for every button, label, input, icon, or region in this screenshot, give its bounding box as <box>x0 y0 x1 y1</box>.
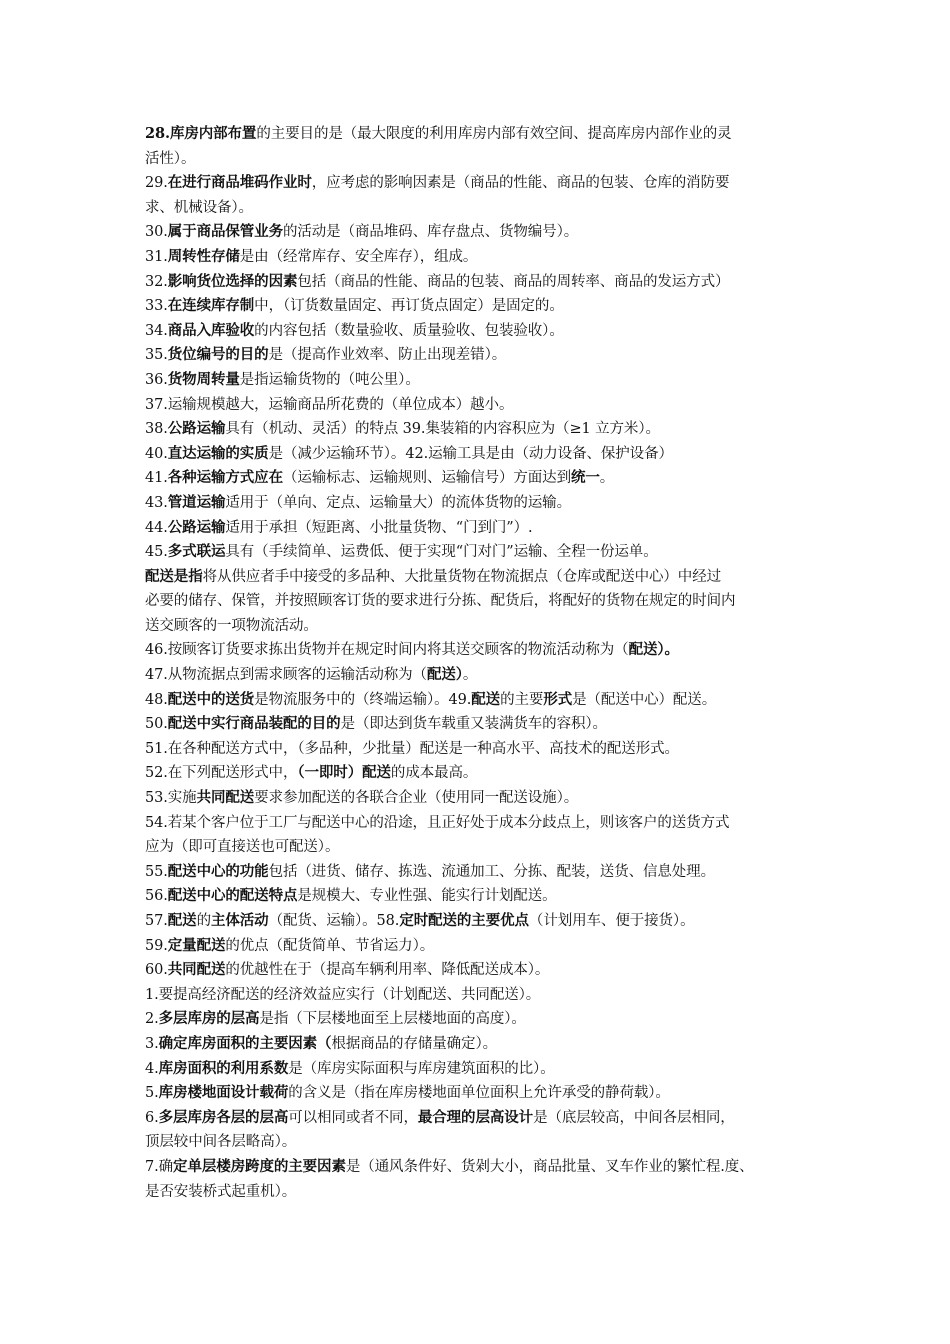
bold-text: 配送中的送货 <box>167 690 255 708</box>
text: 41. <box>145 470 168 487</box>
text: 36. <box>145 371 168 388</box>
text-line <box>145 442 820 467</box>
text: 的优越性在于（提高车辆利用率、降低配送成本）。 <box>225 962 550 979</box>
text-line <box>145 884 820 909</box>
text: 是（提高作业效率、防止出现差错）。 <box>268 347 507 364</box>
text-line <box>145 516 820 541</box>
text: 50. <box>145 716 168 733</box>
text: 40. <box>145 445 168 462</box>
text: 31. <box>145 248 168 265</box>
bold-text: 管道运输 <box>167 493 226 511</box>
bold-text: 配送 <box>471 690 501 708</box>
text-line <box>145 147 820 172</box>
text-line <box>145 1057 820 1082</box>
text: 包括（商品的性能、商品的包装、商品的周转率、商品的发运方式） <box>297 273 730 290</box>
bold-text: 配送）。 <box>628 641 679 659</box>
text-line <box>145 491 820 516</box>
text: 的 <box>196 913 211 929</box>
text: 54.若某个客户位于工厂与配送中心的沿途，且正好处于成本分歧点上，则该客户的送货方式 <box>145 814 730 831</box>
text-line <box>145 638 820 663</box>
text: 是（配送中心）配送。 <box>572 691 717 708</box>
text: 2. <box>145 1011 159 1028</box>
text-line <box>145 343 820 368</box>
text: 3. <box>145 1035 159 1052</box>
text: 中，（订货数量固定、再订货点固定）是固定的。 <box>254 298 564 315</box>
text-line <box>145 1032 820 1057</box>
text-line <box>145 294 820 319</box>
bold-text: 多层库房的层高 <box>158 1010 260 1028</box>
bold-text: 配送） <box>426 666 463 684</box>
text-line <box>145 589 820 614</box>
text: 必要的储存、保管，并按照顾客订货的要求进行分拣、配货后，将配好的货物在规定的时间内 <box>145 593 736 610</box>
text-line <box>145 393 820 418</box>
text: （配货、运输）。58. <box>268 913 400 929</box>
text: 5. <box>145 1085 159 1102</box>
text: 的优点（配货简单、节省运力）。 <box>225 937 435 954</box>
text: 是规模大、专业性强、能实行计划配送。 <box>297 888 557 905</box>
bold-text: 在进行商品堆码作业时 <box>167 174 312 192</box>
text: 的主要目的是（最大限度的利用库房内部有效空间、提高库房内部作业的灵 <box>256 126 732 142</box>
bold-text: 配送是指 <box>145 567 203 585</box>
text-line <box>145 712 820 737</box>
bold-text: 库房楼地面设计载荷 <box>158 1084 289 1102</box>
text-line <box>145 1081 820 1106</box>
text-line <box>145 614 820 639</box>
text-line <box>145 811 820 836</box>
bold-text: 库房面积的利用系数 <box>158 1059 289 1077</box>
bold-text: 在连续库存制 <box>167 297 255 315</box>
bold-text: 公路运输 <box>167 420 226 438</box>
text-line <box>145 319 820 344</box>
bold-text: 配送中心的配送特点 <box>167 887 298 905</box>
text-line <box>145 220 820 245</box>
text-line <box>145 934 820 959</box>
text-line <box>145 171 820 196</box>
text: 46.按顾客订货要求拣出货物并在规定时间内将其送交顾客的物流活动称为（ <box>145 642 629 659</box>
text: 是（通风条件好、货剁大小，商品批量、叉车作业的繁忙程.度、 <box>345 1158 754 1175</box>
text: 具有（机动、灵活）的特点 39.集装箱的内容积应为（≥1 立方米）。 <box>225 421 660 438</box>
text: 4. <box>145 1060 159 1077</box>
text: 44. <box>145 519 168 536</box>
text: 适用于承担（短距离、小批量货物、“门到门”）. <box>225 519 533 536</box>
text: 应为（即可直接送也可配送）。 <box>145 839 340 856</box>
text: 56. <box>145 888 168 905</box>
text: 1.要提高经济配送的经济效益应实行（计划配送、共同配送）。 <box>145 986 541 1003</box>
text: 是指（下层楼地面至上层楼地面的高度）。 <box>259 1011 526 1028</box>
bold-text: 多层库房各层的层高 <box>158 1108 289 1126</box>
bold-text: 商品入库验收 <box>167 321 255 339</box>
text: 是（减少运输环节）。42.运输工具是由（动力设备、保护设备） <box>268 445 673 462</box>
text: 55. <box>145 863 168 880</box>
bold-text: 确定库房面积的主要因素（ <box>158 1034 332 1052</box>
bold-text: 共同配送 <box>167 961 226 979</box>
bold-text: 配送中实行商品装配的目的 <box>167 715 341 733</box>
bold-text: 统一 <box>570 469 600 487</box>
text: 是（库房实际面积与库房建筑面积的比）。 <box>288 1060 555 1077</box>
text: 的主要 <box>500 691 544 708</box>
text-line <box>145 1130 820 1155</box>
bold-text: 定单层楼房跨度的主要因素 <box>173 1157 346 1175</box>
bold-text: 形式 <box>543 690 573 708</box>
bold-text: 主体活动 <box>210 912 269 929</box>
text-line <box>145 983 820 1008</box>
text-line <box>145 958 820 983</box>
text: 35. <box>145 347 168 364</box>
text: 53.实施 <box>145 790 197 807</box>
bold-text: （一即时）配送 <box>297 764 391 782</box>
bold-text: 库房内部布置 <box>169 125 257 142</box>
text: 根据商品的存储量确定）。 <box>331 1035 498 1052</box>
bold-text: 直达运输的实质 <box>167 444 269 462</box>
text: 30. <box>145 224 168 241</box>
text-line <box>145 122 820 147</box>
text: 59. <box>145 937 168 954</box>
text: 的含义是（指在库房楼地面单位面积上允许承受的静荷载）。 <box>288 1085 670 1102</box>
text: 可以相同或者不同， <box>288 1109 418 1126</box>
text-line <box>145 860 820 885</box>
bold-text: 属于商品保管业务 <box>167 223 283 241</box>
bold-text: 共同配送 <box>196 789 255 807</box>
text-line <box>145 540 820 565</box>
text: 是物流服务中的（终端运输）。49. <box>254 691 472 708</box>
bold-text: 货位编号的目的 <box>167 346 269 364</box>
text: 32. <box>145 273 168 290</box>
text: 47.从物流据点到需求顾客的运输活动称为（ <box>145 667 427 684</box>
text-line <box>145 761 820 786</box>
text-line <box>145 909 820 934</box>
text: 52.在下列配送形式中， <box>145 765 298 782</box>
text: 33. <box>145 298 168 315</box>
text: 29. <box>145 175 168 192</box>
text-line <box>145 835 820 860</box>
text-line <box>145 1180 820 1205</box>
text: （计划用车、便于接货）。 <box>528 913 695 929</box>
text: 是指运输货物的（吨公里）。 <box>239 371 420 388</box>
text-line <box>145 196 820 221</box>
bold-text: 最合理的层高设计 <box>417 1108 534 1126</box>
text: 45. <box>145 544 168 561</box>
text: 57. <box>145 913 168 929</box>
text: 7.确 <box>145 1158 174 1175</box>
text: 。 <box>599 470 615 487</box>
bold-text: 周转性存储 <box>167 247 240 265</box>
text: 具有（手续简单、运费低、便于实现“门对门”运输、全程一份运单。 <box>225 544 658 561</box>
text-line <box>145 737 820 762</box>
text-line <box>145 663 820 688</box>
text: （运输标志、运输规则、运输信号）方面达到 <box>282 470 571 487</box>
text: 包括（进货、储存、拣选、流通加工、分拣、配装，送货、信息处理。 <box>268 863 715 880</box>
text: ，应考虑的影响因素是（商品的性能、商品的包装、仓库的消防要 <box>311 175 730 192</box>
text-line <box>145 245 820 270</box>
text-line <box>145 1007 820 1032</box>
text: 求、机械设备）。 <box>145 199 253 216</box>
text: 6. <box>145 1109 159 1126</box>
text-line <box>145 565 820 590</box>
text-line <box>145 270 820 295</box>
text-line <box>145 786 820 811</box>
text: 送交顾客的一项物流活动。 <box>145 617 318 634</box>
text: 要求参加配送的各联合企业（使用同一配送设施）。 <box>254 790 579 807</box>
text: 的活动是（商品堆码、库存盘点、货物编号）。 <box>282 224 579 241</box>
text: 是（底层较高，中间各层相同， <box>533 1109 735 1126</box>
text-line <box>145 417 820 442</box>
text: 的内容包括（数量验收、质量验收、包装验收）。 <box>254 322 564 339</box>
text-line <box>145 466 820 491</box>
text: 是由（经常库存、安全库存），组成。 <box>239 248 478 265</box>
text: 的成本最高。 <box>390 765 478 782</box>
bold-text: 配送中心的功能 <box>167 862 269 880</box>
text: 适用于（单向、定点、运输量大）的流体货物的运输。 <box>225 494 571 511</box>
bold-text: 影响货位选择的因素 <box>167 272 298 290</box>
text: 51.在各种配送方式中，（多品种，少批量）配送是一种高水平、高技术的配送形式。 <box>145 740 679 757</box>
text: 37.运输规模越大，运输商品所花费的（单位成本）越小。 <box>145 396 514 413</box>
bold-text: 配送 <box>167 912 197 929</box>
text-line <box>145 1155 820 1180</box>
text: 34. <box>145 322 168 339</box>
bold-text: 多式联运 <box>167 543 226 561</box>
bold-text: 公路运输 <box>167 518 226 536</box>
text: 60. <box>145 962 168 979</box>
text: 活性）。 <box>145 150 196 167</box>
text: 43. <box>145 494 168 511</box>
document-body <box>145 122 820 1204</box>
text: 38. <box>145 421 168 438</box>
text-line <box>145 688 820 713</box>
bold-text: 货物周转量 <box>167 370 240 388</box>
bold-text: 各种运输方式应在 <box>167 469 283 487</box>
bold-text: 28. <box>145 125 170 142</box>
text: 顶层较中间各层略高）。 <box>145 1134 297 1151</box>
text: 。 <box>462 667 478 684</box>
text-line <box>145 1106 820 1131</box>
text: 将从供应者手中接受的多品种、大批量货物在物流据点（仓库或配送中心）中经过 <box>202 568 722 585</box>
text: 48. <box>145 691 168 708</box>
text: 是否安装桥式起重机）。 <box>145 1183 297 1200</box>
text-line <box>145 368 820 393</box>
bold-text: 定量配送 <box>167 936 226 954</box>
bold-text: 定时配送的主要优点 <box>399 912 529 929</box>
text: 是（即达到货车载重又装满货车的容积）。 <box>340 716 607 733</box>
